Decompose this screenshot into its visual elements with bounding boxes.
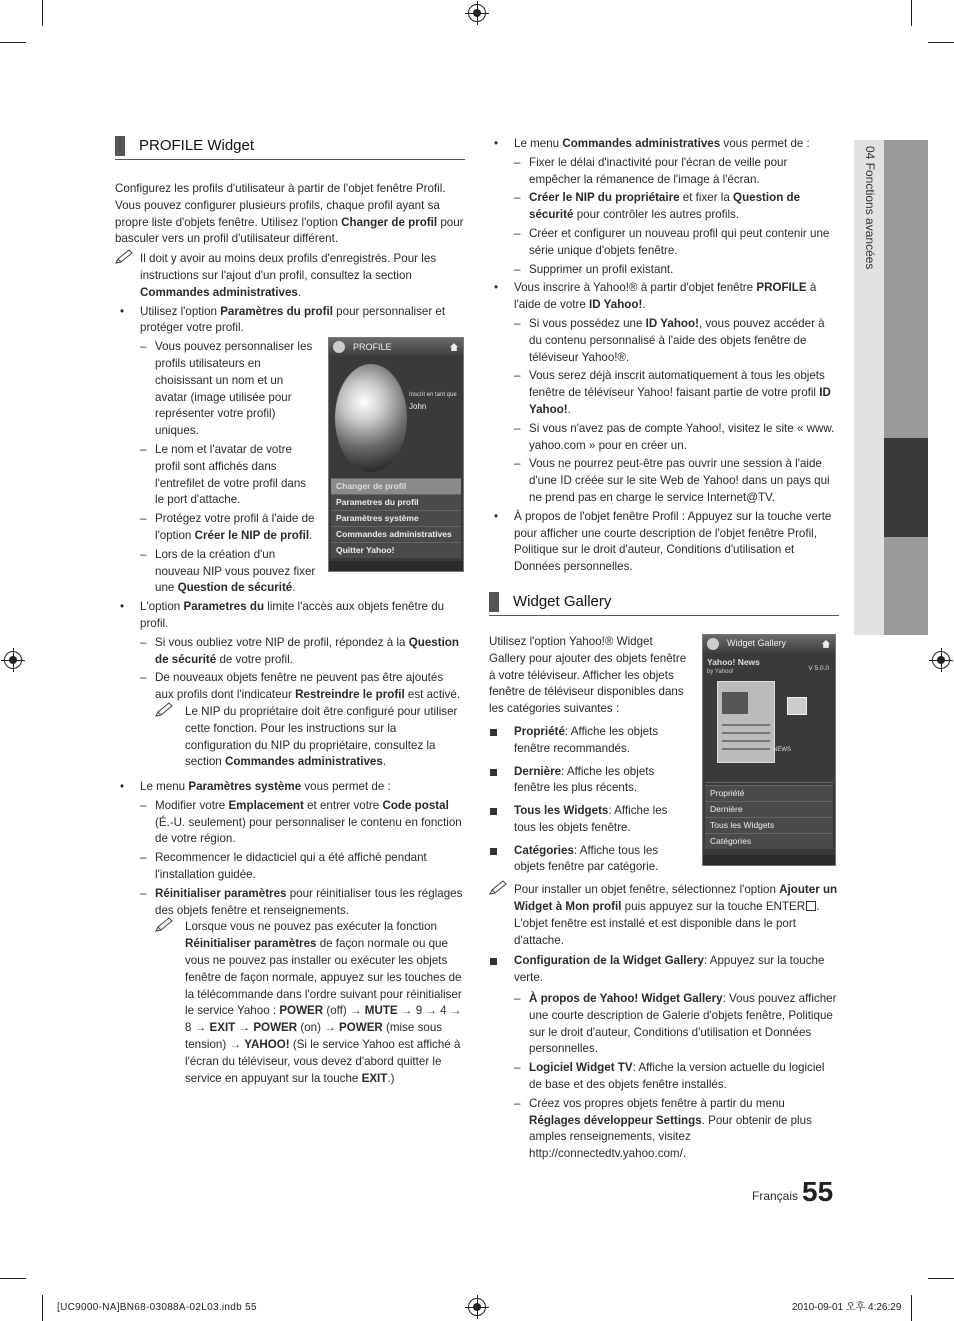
note-pencil-icon bbox=[489, 880, 509, 896]
dash-item: – Recommencer le didacticiel qui a été affiché pendant l'installation guidée. bbox=[140, 850, 465, 884]
dash-item: – Si vous n'avez pas de compte Yahoo!, visitez le site « www. yahoo.com » pour en créer un. bbox=[514, 421, 839, 455]
section-marker bbox=[489, 592, 499, 612]
page-number: 55 bbox=[802, 1176, 834, 1207]
note-pencil-icon bbox=[115, 249, 135, 265]
category-item: Tous les Widgets: Affiche les tous les objets fenêtre. bbox=[489, 803, 689, 837]
section-marker bbox=[115, 136, 125, 156]
signed-in-label: Inscrit en tant que bbox=[409, 392, 457, 399]
dash-item: – Lors de la création d'un nouveau NIP vous pouvez fixer une Question de sécurité. bbox=[140, 547, 318, 597]
gallery-menu-item[interactable]: Tous les Widgets bbox=[705, 817, 833, 833]
chapter-side-tab bbox=[854, 140, 928, 635]
crop-mark bbox=[911, 1295, 912, 1321]
profile-menu-item[interactable]: Paramètres système bbox=[331, 510, 461, 526]
note: Lorsque vous ne pouvez pas exécuter la fonction Réinitialiser paramètres de façon normale ou que vous ne pouvez pas installer ou exécuter les objets fenêtre de façon normale, appuyez sur les touches de la télécommande dans l'ordre suivant pour réinitialiser le service Yahoo : POWER (off) → MUTE → 9 → 4 → 8 → EXIT → POWER (on) → POWER (mise sous tension) → YAHOO! (Si le service Yahoo est affiché à l'écran du téléviseur, vous devez d'abord quitter le service en appuyant sur la touche EXIT.) bbox=[155, 919, 465, 1087]
profile-menu-item[interactable]: Quitter Yahoo! bbox=[331, 542, 461, 558]
note: Le NIP du propriétaire doit être configuré pour utiliser cette fonction. Pour les instructions sur la configuration du NIP du propriétaire, consultez la section Commandes administratives. bbox=[155, 704, 465, 771]
profile-widget-screenshot bbox=[328, 337, 464, 572]
profile-menu-item[interactable]: Parametres du profil bbox=[331, 494, 461, 510]
note-pencil-icon bbox=[155, 702, 175, 718]
side-tab-segment bbox=[884, 537, 928, 635]
profile-menu-item[interactable]: Changer de profil bbox=[331, 478, 461, 494]
yahoo-logo-icon bbox=[707, 638, 719, 650]
widget-gallery-screenshot bbox=[702, 634, 836, 866]
registration-mark bbox=[468, 1298, 486, 1316]
bullet-item: • Le menu Paramètres système vous permet de : – Modifier votre Emplacement et entrer votre Code postal (É.-U. seulement) pour personnaliser le contenu en fonction de votre région. – Recommencer le didacticiel qui a été affiché pendant l'installation guidée. – Réinitialiser paramètres pour réinitialiser tous les réglages des objets fenêtre et renseignements. Lorsque vous ne pouvez pas exécuter la fonction Réinitialiser paramètres de façon normale ou que vous ne pouvez pas installer ou exécuter les objets fenêtre de façon normale, appuyez sur les touches de la télécommande dans l'ordre suivant pour réinitialiser le service Yahoo : POWER (off) → MUTE → 9 → 4 → 8 → EXIT → POWER (on) → POWER (mise sous tension) → YAHOO! (Si le service Yahoo est affiché à l'écran du téléviseur, vous devez d'abord quitter le service en appuyant sur la touche EXIT.) bbox=[115, 779, 465, 1087]
gallery-heading: Widget Gallery bbox=[513, 592, 612, 610]
crop-mark bbox=[928, 1278, 954, 1279]
gallery-menu bbox=[705, 785, 833, 849]
app-name: Yahoo! News bbox=[707, 656, 760, 667]
dash-item: – À propos de Yahoo! Widget Gallery: Vous pouvez afficher une courte description de Galerie d'objets fenêtre, Politique sur le droit d'auteur, Conditions d'utilisation et Données personnelles. bbox=[514, 991, 839, 1058]
crop-mark bbox=[42, 0, 43, 26]
profile-section-header bbox=[115, 136, 465, 160]
app-by: by Yahoo! bbox=[707, 668, 734, 675]
bullet-item: • L'option Parametres du limite l'accès aux objets fenêtre du profil. – Si vous oubliez votre NIP de profil, répondez à la Question de sécurité de votre profil. – De nouveaux objets fenêtre ne peuvent pas être ajoutés aux profils dont l'indicateur Restreindre le profil est activé. Le NIP du propriétaire doit être configuré pour utiliser cette fonction. Pour les instructions sur la configuration du NIP du propriétaire, consultez la section Commandes administratives. bbox=[115, 599, 465, 771]
enter-key-icon bbox=[806, 901, 816, 911]
crop-mark bbox=[0, 1278, 26, 1279]
news-thumbnail-icon bbox=[787, 697, 807, 715]
profile-intro: Configurez les profils d'utilisateur à partir de l'objet fenêtre Profil. Vous pouvez configurer plusieurs profils, chaque profil ayant sa propre liste d'objets fenêtre. Utilisez l'option Changer de profil pour basculer vers un profil d'utilisateur différent. bbox=[115, 182, 464, 246]
side-tab-active-segment bbox=[884, 438, 928, 537]
profile-menu bbox=[331, 478, 461, 558]
dash-item: – De nouveaux objets fenêtre ne peuvent pas être ajoutés aux profils dont l'indicateur Restreindre le profil est activé. Le NIP du propriétaire doit être configuré pour utiliser cette fonction. Pour les instructions sur la configuration du NIP du propriétaire, consultez la section Commandes administratives. bbox=[140, 670, 465, 771]
screen-footer-bar bbox=[329, 561, 463, 571]
bullet-item: • À propos de l'objet fenêtre Profil : Appuyez sur la touche verte pour afficher une courte description de l'objet fenêtre Profil, Politique sur le droit d'auteur, Conditions d'utilisation et Données personnelles. bbox=[489, 509, 839, 576]
carousel-dots bbox=[705, 775, 833, 783]
config-item: Configuration de la Widget Gallery: Appuyez sur la touche verte. – À propos de Yahoo! Widget Gallery: Vous pouvez afficher une courte description de Galerie d'objets fenêtre, Politique sur le droit d'auteur, Conditions d'utilisation et Données personnelles. – Logiciel Widget TV: Affiche la version actuelle du logiciel de base et des objets fenêtre installés. – Créez vos propres objets fenêtre à partir du menu Réglages développeur Settings. Pour obtenir de plus amples renseignements, visitez http://connectedtv.yahoo.com/. bbox=[489, 953, 839, 1163]
crop-mark bbox=[42, 1295, 43, 1321]
note: Il doit y avoir au moins deux profils d'enregistrés. Pour les instructions sur l'ajout d'un profil, consultez la section Commandes administratives. bbox=[115, 251, 465, 301]
registration-mark bbox=[4, 651, 22, 669]
registration-mark bbox=[468, 4, 486, 22]
dash-item: – Créez vos propres objets fenêtre à partir du menu Réglages développeur Settings. Pour obtenir de plus amples renseignements, visitez http://connectedtv.yahoo.com/. bbox=[514, 1096, 839, 1163]
right-column bbox=[489, 136, 839, 1169]
gallery-screen-title: Widget Gallery bbox=[703, 635, 835, 653]
dash-item: – Vous serez déjà inscrit automatiquement à tous les objets fenêtre de téléviseur Yahoo! faisant partie de votre profil ID Yahoo!. bbox=[514, 368, 839, 418]
gallery-section-header bbox=[489, 592, 839, 616]
gallery-intro: Utilisez l'option Yahoo!® Widget Gallery pour ajouter des objets fenêtre à votre téléviseur. Afficher les objets fenêtre de téléviseur disponibles dans les catégories suivantes : bbox=[489, 634, 687, 716]
dash-item: – Créer et configurer un nouveau profil qui peut contenir une série unique d'objets fenêtre. bbox=[514, 226, 839, 260]
dash-item: – Fixer le délai d'inactivité pour l'écran de veille pour empêcher la rémanence de l'image à l'écran. bbox=[514, 155, 839, 189]
profile-user-name: John bbox=[409, 402, 427, 412]
print-footer-file: [UC9000-NA]BN68-03088A-02L03.indb 55 bbox=[57, 1302, 257, 1313]
globe-avatar-icon bbox=[335, 364, 407, 472]
registration-mark bbox=[932, 651, 950, 669]
dash-item: – Vous pouvez personnaliser les profils utilisateurs en choisissant un nom et un avatar (image utilisée pour représenter votre profil) uniques. bbox=[140, 339, 318, 440]
bullet-item: • Utilisez l'option Paramètres du profil pour personnaliser et protéger votre profil. – Vous pouvez personnaliser les profils utilisateurs en choisissant un nom et un avatar (image utilisée pour représenter votre profil) uniques. – Le nom et l'avatar de votre profil sont affichés dans l'entrefilet de votre profil dans le port d'attache. – Protégez votre profil à l'aide de l'option Créer le NIP de profil. – Lors de la création d'un nouveau NIP vous pouvez fixer une Question de sécurité. PROFILE Inscrit en tant que John Changer de profil Parametres du profil Paramètres système Commandes administratives Quitter Yahoo! bbox=[115, 304, 465, 598]
dash-item: – Créer le NIP du propriétaire et fixer la Question de sécurité pour contrôler les autres profils. bbox=[514, 190, 839, 224]
chapter-label: 04 Fonctions avancées bbox=[862, 146, 877, 270]
note-pencil-icon bbox=[155, 917, 175, 933]
print-footer-date: 2010-09-01 오후 4:26:29 bbox=[792, 1302, 902, 1313]
dash-item: – Vous ne pourrez peut-être pas ouvrir une session à l'aide d'une ID créée sur le site Web de Yahoo! dans un pays qui ne prend pas en charge le service Internet@TV. bbox=[514, 456, 839, 506]
bullet-item: • Vous inscrire à Yahoo!® à partir d'objet fenêtre PROFILE à l'aide de votre ID Yahoo!. – Si vous possédez une ID Yahoo!, vous pouvez accéder à du contenu personnalisé à l'aide des objets fenêtre de téléviseur Yahoo!®. – Vous serez déjà inscrit automatiquement à tous les objets fenêtre de téléviseur Yahoo! faisant partie de votre profil ID Yahoo!. – Si vous n'avez pas de compte Yahoo!, visitez le site « www. yahoo.com » pour en créer un. – Vous ne pourrez peut-être pas ouvrir une session à l'aide d'une ID créée sur le site Web de Yahoo! dans un pays qui ne prend pas en charge le service Internet@TV. bbox=[489, 280, 839, 506]
profile-screen-title: PROFILE bbox=[329, 338, 463, 356]
news-preview-icon bbox=[717, 681, 775, 763]
page-language: Français bbox=[752, 1189, 799, 1203]
dash-item: – Modifier votre Emplacement et entrer votre Code postal (É.-U. seulement) pour personnaliser le contenu en fonction de votre région. bbox=[140, 798, 465, 848]
dash-item: – Le nom et l'avatar de votre profil sont affichés dans l'entrefilet de votre profil dans le port d'attache. bbox=[140, 442, 318, 509]
side-tab-segment bbox=[884, 140, 928, 438]
category-item: Dernière: Affiche les objets fenêtre les plus récents. bbox=[489, 764, 689, 798]
dash-item: – Protégez votre profil à l'aide de l'option Créer le NIP de profil. bbox=[140, 511, 318, 545]
category-item: Catégories: Affiche tous les objets fenêtre par catégorie. bbox=[489, 843, 689, 877]
crop-mark bbox=[0, 42, 26, 43]
left-column bbox=[115, 136, 465, 1089]
dash-item: – Supprimer un profil existant. bbox=[514, 262, 839, 279]
category-item: Propriété: Affiche les objets fenêtre recommandés. bbox=[489, 724, 689, 758]
note: Pour installer un objet fenêtre, sélectionnez l'option Ajouter un Widget à Mon profil puis appuyez sur la touche ENTER . L'objet fenêtre est installé et est disponible dans le port d'attache. bbox=[489, 882, 839, 949]
gallery-menu-item[interactable]: Catégories bbox=[705, 833, 833, 849]
profile-menu-item[interactable]: Commandes administratives bbox=[331, 526, 461, 542]
dash-item: – Si vous possédez une ID Yahoo!, vous pouvez accéder à du contenu personnalisé à l'aide des objets fenêtre de téléviseur Yahoo!®. bbox=[514, 316, 839, 366]
dash-item: – Réinitialiser paramètres pour réinitialiser tous les réglages des objets fenêtre et renseignements. Lorsque vous ne pouvez pas exécuter la fonction Réinitialiser paramètres de façon normale ou que vous ne pouvez pas installer ou exécuter les objets fenêtre de façon normale, appuyez sur les touches de la télécommande dans l'ordre suivant pour réinitialiser le service Yahoo : POWER (off) → MUTE → 9 → 4 → 8 → EXIT → POWER (on) → POWER (mise sous tension) → YAHOO! (Si le service Yahoo est affiché à l'écran du téléviseur, vous devez d'abord quitter le service en appuyant sur la touche EXIT.) bbox=[140, 886, 465, 1088]
dash-item: – Si vous oubliez votre NIP de profil, répondez à la Question de sécurité de votre profil. bbox=[140, 635, 465, 669]
news-badge: NEWS bbox=[773, 746, 791, 753]
gallery-menu-item[interactable]: Propriété bbox=[705, 785, 833, 801]
screen-footer-bar bbox=[703, 855, 835, 865]
app-version: V 5.0.0 bbox=[808, 664, 829, 672]
gallery-menu-item[interactable]: Dernière bbox=[705, 801, 833, 817]
crop-mark bbox=[928, 42, 954, 43]
dash-item: – Logiciel Widget TV: Affiche la version actuelle du logiciel de base et des objets fenêtre installés. bbox=[514, 1060, 839, 1094]
bullet-item: • Le menu Commandes administratives vous permet de : – Fixer le délai d'inactivité pour l'écran de veille pour empêcher la rémanence de l'image à l'écran. – Créer le NIP du propriétaire et fixer la Question de sécurité pour contrôler les autres profils. – Créer et configurer un nouveau profil qui peut contenir une série unique d'objets fenêtre. – Supprimer un profil existant. bbox=[489, 136, 839, 278]
profile-heading: PROFILE Widget bbox=[139, 136, 255, 154]
crop-mark bbox=[911, 0, 912, 26]
